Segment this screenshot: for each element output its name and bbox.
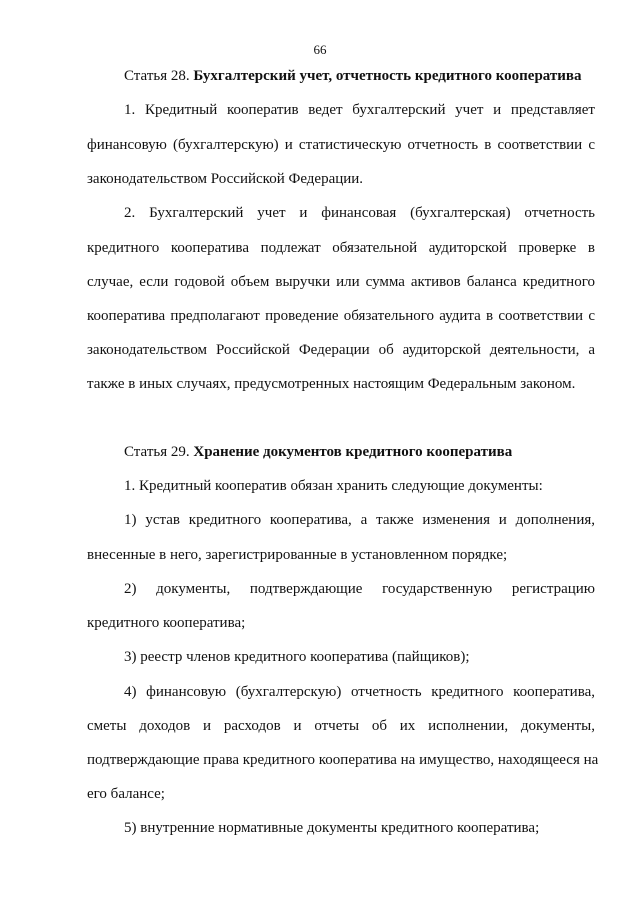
paragraph-line: 1. Кредитный кооператив ведет бухгалтерский учет и представляет [124,102,595,118]
page-number: 66 [313,42,327,57]
paragraph-line: 4) финансовую (бухгалтерскую) отчетность кредитного кооператива, [124,684,595,700]
paragraph-line: 2. Бухгалтерский учет и финансовая (бухгалтерская) отчетность [124,205,595,221]
paragraph-line: 1) устав кредитного кооператива, а также изменения и дополнения, [124,512,595,528]
paragraph-line: кредитного кооператива; [87,615,246,631]
article-28-heading [124,66,595,86]
paragraph-line: 1. Кредитный кооператив обязан хранить следующие документы: [124,478,543,494]
paragraph-line: 2) документы, подтверждающие государственную регистрацию [124,581,595,597]
paragraph-line: 3) реестр членов кредитного кооператива (пайщиков); [124,649,470,665]
paragraph-line: случае, если годовой объем выручки или сумма активов баланса кредитного [87,274,595,290]
article-29-heading [124,442,595,462]
article-28-title: Бухгалтерский учет, отчетность кредитного кооператива [193,68,582,84]
paragraph-line: кооператива предполагают проведение обязательного аудита в соответствии с [87,308,595,324]
article-29-title: Хранение документов кредитного кооператива [193,444,513,460]
article-29-number: Статья 29. [124,444,190,460]
article-28-number: Статья 28. [124,68,190,84]
paragraph-line: внесенные в него, зарегистрированные в установленном порядке; [87,547,508,563]
paragraph-line: сметы доходов и расходов и отчеты об их исполнении, документы, [87,718,595,734]
paragraph-line: финансовую (бухгалтерскую) и статистическую отчетность в соответствии с [87,137,595,153]
paragraph-line: подтверждающие права кредитного кооператива на имущество, находящееся на [87,752,599,768]
paragraph-line: законодательством Российской Федерации. [87,171,364,187]
paragraph-line: 5) внутренние нормативные документы кредитного кооператива; [124,820,540,836]
paragraph-line: его балансе; [87,786,165,802]
paragraph-line: кредитного кооператива подлежат обязательной аудиторской проверке в [87,240,595,256]
paragraph-line: также в иных случаях, предусмотренных настоящим Федеральным законом. [87,376,576,392]
paragraph-line: законодательством Российской Федерации об аудиторской деятельности, а [87,342,595,358]
